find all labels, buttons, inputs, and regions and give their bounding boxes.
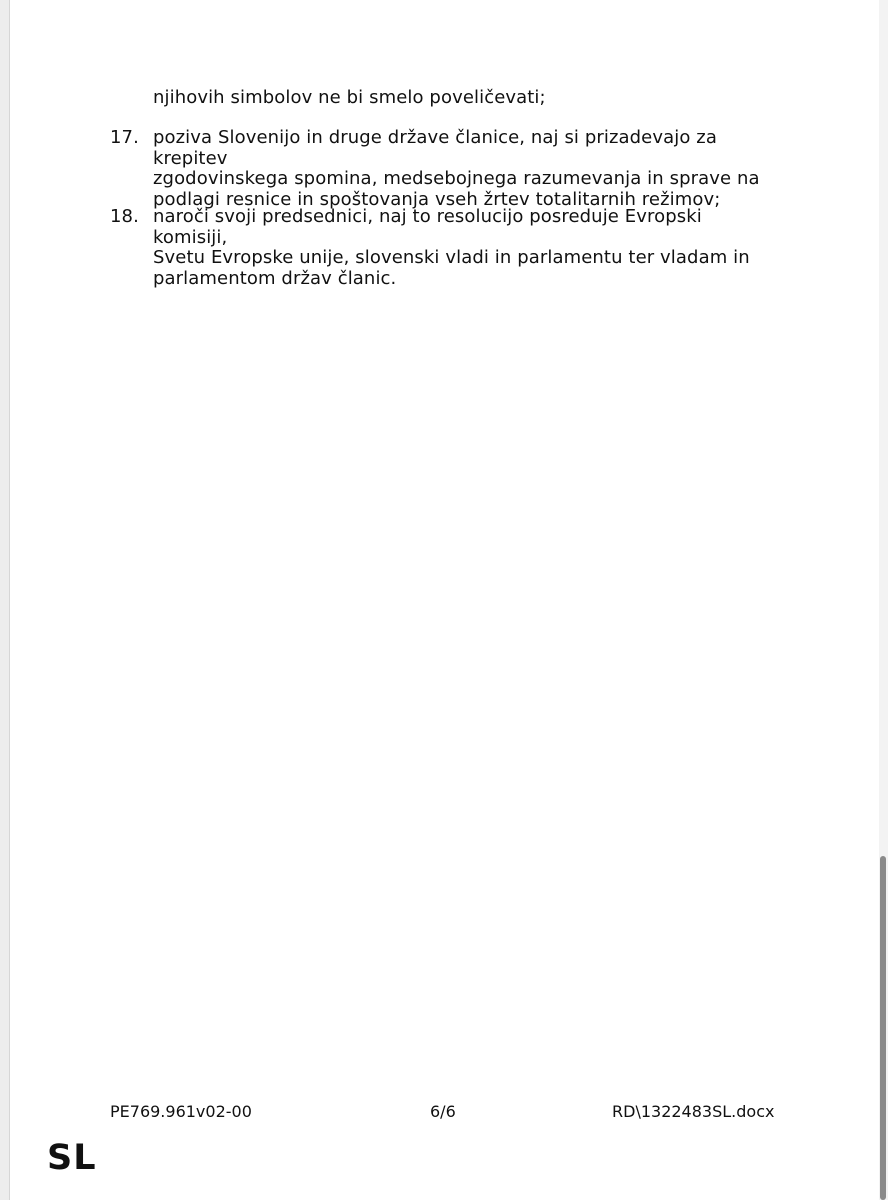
footer-reference: PE769.961v02-00 bbox=[110, 1102, 252, 1121]
text-line: poziva Slovenijo in druge države članice, naj si prizadevajo za krepitev bbox=[153, 127, 717, 169]
vertical-scrollbar[interactable] bbox=[879, 0, 888, 1200]
item-text bbox=[153, 207, 780, 289]
footer-filename: RD\1322483SL.docx bbox=[612, 1102, 775, 1121]
continuation-text: njihovih simbolov ne bi smelo poveličevati; bbox=[153, 87, 546, 108]
text-line: naroči svoji predsednici, naj to resolucijo posreduje Evropski komisiji, bbox=[153, 206, 702, 248]
text-line: parlamentom držav članic. bbox=[153, 267, 397, 289]
item-number: 17. bbox=[110, 127, 139, 148]
scrollbar-thumb[interactable] bbox=[880, 856, 886, 1200]
footer-page-number: 6/6 bbox=[430, 1102, 456, 1121]
left-page-edge bbox=[0, 0, 10, 1200]
text-line: Svetu Evropske unije, slovenski vladi in parlamentu ter vladam in bbox=[153, 247, 750, 268]
language-code: SL bbox=[47, 1138, 97, 1178]
list-item-18 bbox=[110, 207, 780, 289]
item-text bbox=[153, 128, 780, 210]
text-line: podlagi resnice in spoštovanja vseh žrtev totalitarnih režimov; bbox=[153, 188, 721, 210]
list-item-17 bbox=[110, 128, 780, 210]
text-line: zgodovinskega spomina, medsebojnega razumevanja in sprave na bbox=[153, 168, 760, 189]
continuation-paragraph bbox=[110, 88, 780, 109]
document-page bbox=[10, 0, 878, 1200]
item-number: 18. bbox=[110, 206, 139, 227]
